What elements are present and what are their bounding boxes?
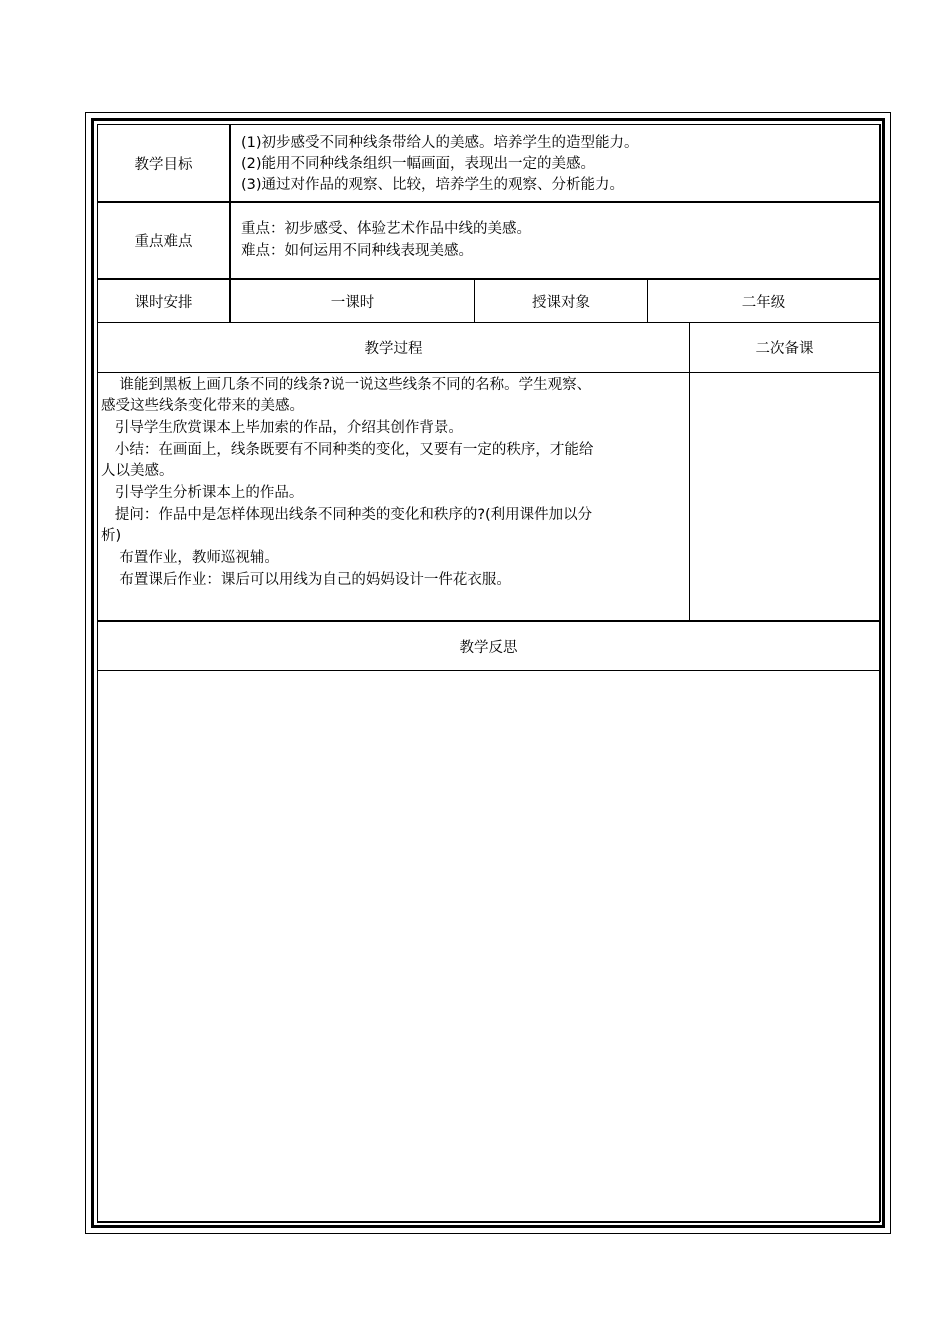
objective-line-3: (3)通过对作品的观察、比较，培养学生的观察、分析能力。 — [241, 177, 625, 193]
process-line-6: 引导学生分析课本上的作品。 — [101, 485, 304, 501]
row-divider — [97, 670, 880, 671]
schedule-value: 一课时 — [330, 294, 375, 311]
secondary-prep-header: 二次备课 — [755, 341, 814, 357]
target-label: 授课对象 — [532, 294, 590, 311]
process-line-5: 人以美感。 — [101, 463, 174, 479]
objectives-label: 教学目标 — [134, 156, 193, 173]
process-line-9: 布置作业，教师巡视辅。 — [101, 550, 279, 566]
process-header: 教学过程 — [364, 341, 423, 357]
schedule-label: 课时安排 — [134, 294, 193, 311]
table-bottom-border — [97, 1221, 880, 1223]
objective-line-2: (2)能用不同种线条组织一幅画面，表现出一定的美感。 — [241, 156, 596, 172]
table-right-border — [879, 124, 881, 1222]
row-divider — [97, 372, 880, 373]
key-point-line: 重点：初步感受、体验艺术作品中线的美感。 — [241, 221, 531, 237]
process-line-8: 析) — [101, 528, 122, 544]
process-line-1: 谁能到黑板上画几条不同的线条?说一说这些线条不同的名称。学生观察、 — [101, 377, 592, 393]
reflection-header: 教学反思 — [459, 639, 518, 656]
process-line-7: 提问：作品中是怎样体现出线条不同种类的变化和秩序的?(利用课件加以分 — [101, 507, 593, 523]
process-line-4: 小结：在画面上，线条既要有不同种类的变化，又要有一定的秩序，才能给 — [101, 442, 594, 458]
objective-line-1: (1)初步感受不同种线条带给人的美感。培养学生的造型能力。 — [241, 135, 639, 151]
process-line-10: 布置课后作业：课后可以用线为自己的妈妈设计一件花衣服。 — [101, 572, 511, 588]
process-line-2: 感受这些线条变化带来的美感。 — [101, 398, 304, 414]
difficulty-line: 难点：如何运用不同种线表现美感。 — [241, 243, 473, 259]
key-points-label: 重点难点 — [134, 234, 193, 250]
target-value: 二年级 — [741, 294, 786, 311]
process-line-3: 引导学生欣赏课本上毕加索的作品，介绍其创作背景。 — [101, 420, 463, 436]
